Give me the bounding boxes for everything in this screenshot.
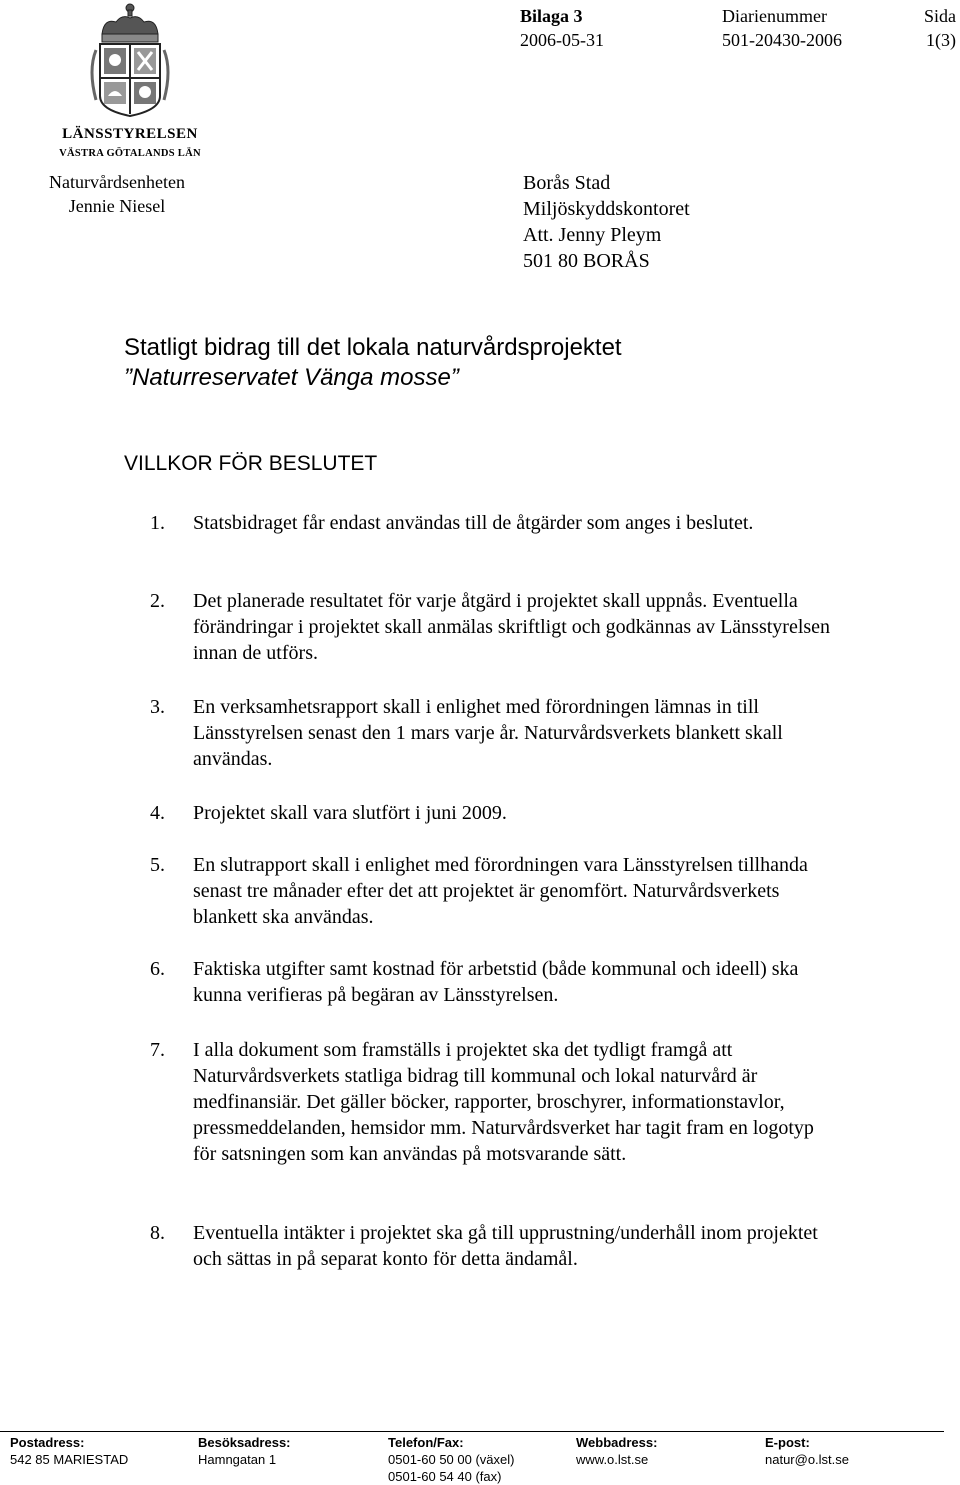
footer-visiting-value: Hamngatan 1 bbox=[198, 1452, 277, 1467]
footer-email-link[interactable]: natur@o.lst.se bbox=[765, 1452, 850, 1467]
logo-line1: LÄNSSTYRELSEN bbox=[62, 126, 198, 142]
footer-email-label: E-post: bbox=[765, 1435, 810, 1450]
title-project-name: ”Naturreservatet Vänga mosse” bbox=[124, 364, 459, 391]
list-item-text: Projektet skall vara slutfört i juni 2009. bbox=[193, 802, 507, 824]
footer-phone-value: 0501-60 50 00 (växel) bbox=[388, 1452, 515, 1467]
footer-phone-label: Telefon/Fax: bbox=[388, 1435, 464, 1450]
lansstyrelsen-logo bbox=[44, 0, 216, 160]
footer-web bbox=[576, 1434, 657, 1468]
footer-fax-value: 0501-60 54 40 (fax) bbox=[388, 1469, 502, 1484]
list-item-number: 7. bbox=[150, 1039, 165, 1061]
section-heading: VILLKOR FÖR BESLUTET bbox=[124, 452, 378, 475]
page-number: 1(3) bbox=[926, 30, 956, 50]
reference-number-label: Diarienummer bbox=[722, 6, 827, 26]
footer-web-label: Webbadress: bbox=[576, 1435, 658, 1450]
footer-email bbox=[765, 1434, 849, 1468]
attachment-label: Bilaga 3 bbox=[520, 6, 583, 26]
page-label: Sida bbox=[923, 6, 956, 26]
recipient-address bbox=[523, 170, 690, 274]
document-date: 2006-05-31 bbox=[520, 30, 604, 50]
list-item-number: 4. bbox=[150, 802, 165, 824]
list-item-text: En slutrapport skall i enlighet med förordningen vara Länsstyrelsen tillhanda senast tre månader efter det att projektet är genomfört. Naturvårdsverkets blankett ska användas. bbox=[193, 854, 808, 928]
reference-number: 501-20430-2006 bbox=[722, 30, 842, 50]
footer-visiting bbox=[198, 1434, 291, 1468]
list-item-text: Faktiska utgifter samt kostnad för arbetstid (både kommunal och ideell) ska kunna verifieras på begäran av Länsstyrelsen. bbox=[193, 958, 799, 1006]
sender-unit: Naturvårdsenheten bbox=[49, 172, 185, 192]
list-item-number: 6. bbox=[150, 958, 165, 980]
list-item-number: 2. bbox=[150, 590, 165, 612]
document-title bbox=[124, 333, 622, 393]
list-item-text: I alla dokument som framställs i projektet ska det tydligt framgå att Naturvårdsverkets statliga bidrag till kommunal och lokal naturvård är medfinansiär. Det gäller böcker, rapporter, broschyrer, informationstavlor, pressmeddelanden, hemsidor mm. Naturvårdsverket har tagit fram en logotyp för satsningen som kan användas på motsvarande sätt. bbox=[193, 1039, 814, 1165]
footer-visiting-label: Besöksadress: bbox=[198, 1435, 291, 1450]
list-item-number: 8. bbox=[150, 1222, 165, 1244]
list-item-text: Eventuella intäkter i projektet ska gå till upprustning/underhåll inom projektet och sättas in på separat konto för detta ändamål. bbox=[193, 1222, 818, 1270]
footer-postal-label: Postadress: bbox=[10, 1435, 85, 1450]
recipient-line: Att. Jenny Pleym bbox=[523, 224, 662, 246]
footer-phone bbox=[388, 1434, 514, 1485]
coat-of-arms-icon bbox=[44, 0, 216, 160]
list-item-number: 3. bbox=[150, 696, 165, 718]
footer-web-link[interactable]: www.o.lst.se bbox=[576, 1452, 649, 1467]
list-item-text: Statsbidraget får endast användas till de åtgärder som anges i beslutet. bbox=[193, 512, 754, 534]
title-line1: Statligt bidrag till det lokala naturvårdsprojektet bbox=[124, 334, 622, 361]
logo-line2: VÄSTRA GÖTALANDS LÄN bbox=[59, 148, 201, 159]
footer-postal-value: 542 85 MARIESTAD bbox=[10, 1452, 129, 1467]
list-item-number: 5. bbox=[150, 854, 165, 876]
recipient-line: Borås Stad bbox=[523, 172, 611, 194]
list-item-number: 1. bbox=[150, 512, 165, 534]
recipient-line: Miljöskyddskontoret bbox=[523, 198, 690, 220]
list-item-text: En verksamhetsrapport skall i enlighet med förordningen lämnas in till Länsstyrelsen senast den 1 mars varje år. Naturvårdsverkets blankett skall användas. bbox=[193, 696, 783, 770]
footer-postal bbox=[10, 1434, 128, 1468]
footer-divider bbox=[0, 1431, 944, 1432]
sender-name: Jennie Niesel bbox=[68, 196, 166, 216]
list-item-text: Det planerade resultatet för varje åtgärd i projektet skall uppnås. Eventuella förändringar i projektet skall anmälas skriftligt och godkännas av Länsstyrelsen innan de utförs. bbox=[193, 590, 831, 664]
sender-block bbox=[30, 170, 204, 218]
recipient-line: 501 80 BORÅS bbox=[523, 250, 650, 272]
